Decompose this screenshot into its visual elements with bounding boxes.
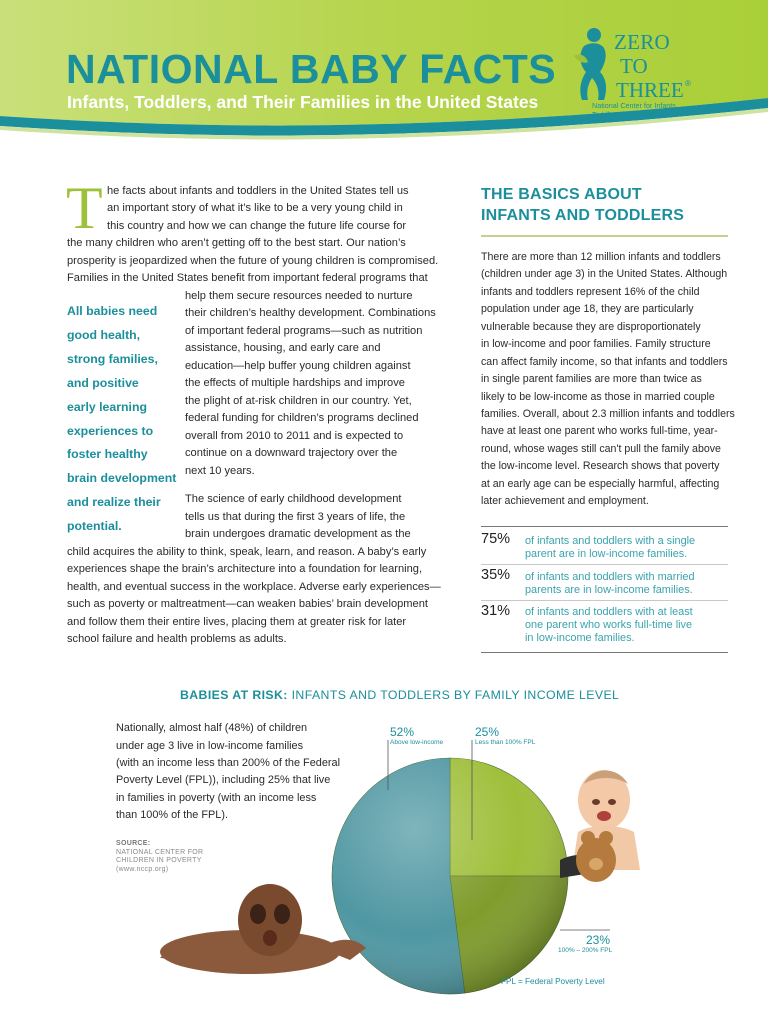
risk-text-line: Nationally, almost half (48%) of children (116, 722, 308, 734)
intro-line: their children’s healthy development. Combinations (185, 307, 436, 319)
intro-line: an important story of what it’s like to be a very young child in (107, 202, 403, 214)
risk-text-line: than 100% of the FPL). (116, 809, 229, 821)
pull-quote (67, 300, 179, 539)
source-line: (www.nccp.org) (116, 865, 169, 873)
stat-divider (481, 564, 728, 565)
intro-line: the effects of multiple hardships and improve (185, 377, 405, 389)
science-line: health, and eventual success in the workplace. Adverse early experiences— (67, 581, 441, 593)
science-line: The science of early childhood development (185, 493, 402, 505)
risk-text-line: (with an income less than 200% of the Federal (116, 757, 340, 769)
basics-line: later achievement and employment. (481, 495, 649, 507)
basics-line: in single parent families are more than twice as (481, 373, 702, 385)
fpl-footnote: FPL = Federal Poverty Level (501, 977, 605, 986)
pull-quote-line: experiences to (67, 423, 154, 438)
pull-quote-line: good health, (67, 327, 141, 342)
basics-line: the low-income level. Research shows that poverty (481, 460, 720, 472)
intro-line: education—help buffer young children against (185, 360, 411, 372)
risk-text-line: Poverty Level (FPL)), including 25% that live (116, 774, 331, 786)
header-banner (0, 0, 768, 150)
stats-top-rule (481, 526, 728, 527)
slice-percent: 52% (390, 725, 415, 739)
stat-description-line: of infants and toddlers with a single (525, 535, 696, 547)
intro-line: help them secure resources needed to nurture (185, 290, 413, 302)
slice-percent: 23% (585, 933, 610, 947)
source-label: SOURCE: (116, 840, 151, 847)
intro-line: of important federal programs—such as nutrition (185, 325, 423, 337)
ball-shading (332, 758, 568, 994)
source-line: CHILDREN IN POVERTY (116, 857, 202, 865)
stat-description-line: of infants and toddlers with at least (525, 606, 693, 618)
basics-line: population under age 18, they are particularly (481, 303, 694, 315)
pull-quote-line: foster healthy (67, 447, 148, 462)
intro-line: continue on a downward trajectory over the (185, 447, 398, 459)
risk-heading-bold: BABIES AT RISK: (180, 688, 288, 702)
basics-line: infants and toddlers represent 16% of the child (481, 286, 700, 298)
basics-line: vulnerable because they are disproportionately (481, 321, 701, 333)
basics-line: likely to be low-income as those in married couple (481, 391, 715, 403)
science-line: tells us that during the first 3 years of life, the (185, 511, 406, 523)
stats-bottom-rule (481, 652, 728, 653)
logo-registered-mark: ® (685, 79, 691, 88)
slice-percent: 25% (475, 725, 500, 739)
intro-line: he facts about infants and toddlers in the United States tell us (107, 185, 409, 197)
science-line: brain undergoes dramatic development as the (185, 528, 411, 540)
risk-text-line: under age 3 live in low-income families (116, 740, 304, 752)
pull-quote-line: strong families, (67, 351, 158, 366)
slice-label-100-200-fpl (558, 933, 613, 954)
slice-name: Less than 100% FPL (475, 739, 536, 746)
logo-tagline (592, 102, 712, 119)
basics-divider (481, 235, 728, 237)
basics-line: (children under age 3) in the United States. Although (481, 268, 728, 280)
basics-line: at an early age can be especially harmful, affecting (481, 478, 720, 490)
source-line: NATIONAL CENTER FOR (116, 848, 204, 856)
stat-description-line: in low-income families. (525, 632, 635, 644)
logo-text-three: THREE (616, 78, 684, 102)
intro-line: this country and how we can change the future life course for (107, 220, 407, 232)
pull-quote-line: and positive (67, 375, 139, 390)
basics-line: families. Overall, about 2.3 million infants and toddlers (481, 408, 735, 420)
slice-name: 100% – 200% FPL (558, 947, 613, 954)
science-line: experiences shape the brain’s architecture into a foundation for learning, (67, 563, 423, 575)
intro-line: Families in the United States benefit from important federal programs that (67, 272, 428, 284)
slice-label-below-100-fpl (475, 725, 535, 746)
logo-tagline-line1: National Center for Infants, (592, 101, 678, 110)
stat-percent: 31% (481, 603, 511, 619)
stat-percent: 75% (481, 531, 511, 547)
basics-line: have at least one parent who works full-time, year- (481, 425, 718, 437)
zero-to-three-logo (570, 24, 710, 129)
slice-label-above-low-income (390, 725, 443, 746)
intro-line: the plight of at-risk children in our country. Yet, (185, 395, 412, 407)
pull-quote-line: potential. (67, 519, 122, 534)
risk-heading-rest: INFANTS AND TODDLERS BY FAMILY INCOME LEVEL (287, 688, 620, 702)
drop-cap: T (66, 175, 103, 241)
basics-line: in low-income and poor families. Family structure (481, 338, 711, 350)
stat-description-line: of infants and toddlers with married (525, 571, 695, 583)
science-line: child acquires the ability to think, speak, learn, and reason. A baby’s early (67, 546, 427, 558)
risk-text-line: in families in poverty (with an income less (116, 792, 317, 804)
slice-name: Above low-income (390, 739, 444, 746)
sitting-baby-illustration (560, 770, 640, 882)
logo-tagline-line2: Toddlers, and Families (592, 109, 664, 119)
page-title: NATIONAL BABY FACTS (66, 46, 557, 92)
intro-line: next 10 years. (185, 465, 255, 477)
science-line: such as poverty or maltreatment—can weaken babies’ brain development (67, 598, 428, 610)
stat-divider (481, 600, 728, 601)
income-pie-svg (0, 700, 768, 1024)
science-line: and follow them their entire lives, placing them at greater risk for later (67, 616, 407, 628)
logo-text-zero: ZERO (614, 30, 671, 54)
income-pie-chart (0, 700, 768, 1024)
basics-heading-line1: THE BASICS ABOUT (481, 186, 642, 203)
basics-heading-line2: INFANTS AND TODDLERS (481, 207, 685, 224)
pull-quote-line: and realize their (67, 495, 161, 510)
intro-line: federal funding for children’s programs declined (185, 412, 419, 424)
pull-quote-line: early learning (67, 399, 147, 414)
intro-line: assistance, housing, and early care and (185, 342, 381, 354)
stat-percent: 35% (481, 567, 511, 583)
pull-quote-line: brain development (67, 471, 177, 486)
page-subtitle: Infants, Toddlers, and Their Families in the United States (67, 92, 539, 112)
basics-heading (481, 184, 684, 226)
intro-line: overall from 2010 to 2011 and is expected to (185, 430, 404, 442)
stat-description-line: parent are in low-income families. (525, 548, 688, 560)
basics-line: round, whose wages still can't pull the family above (481, 443, 721, 455)
intro-line: the many children who aren’t getting off to the best start. Our nation’s (67, 237, 406, 249)
basics-line: There are more than 12 million infants and toddlers (481, 251, 721, 263)
basics-line: can affect family income, so that infants and toddlers (481, 356, 728, 368)
pull-quote-line: All babies need (67, 304, 158, 318)
science-line: school failure and health problems as adults. (67, 633, 287, 645)
stat-description-line: parents are in low-income families. (525, 584, 693, 596)
intro-line: prosperity is jeopardized when the future of young children is compromised. (67, 255, 439, 267)
stat-description-line: one parent who works full-time live (525, 619, 693, 631)
logo-text-to: TO (620, 54, 648, 78)
child-figure-icon (570, 26, 614, 106)
